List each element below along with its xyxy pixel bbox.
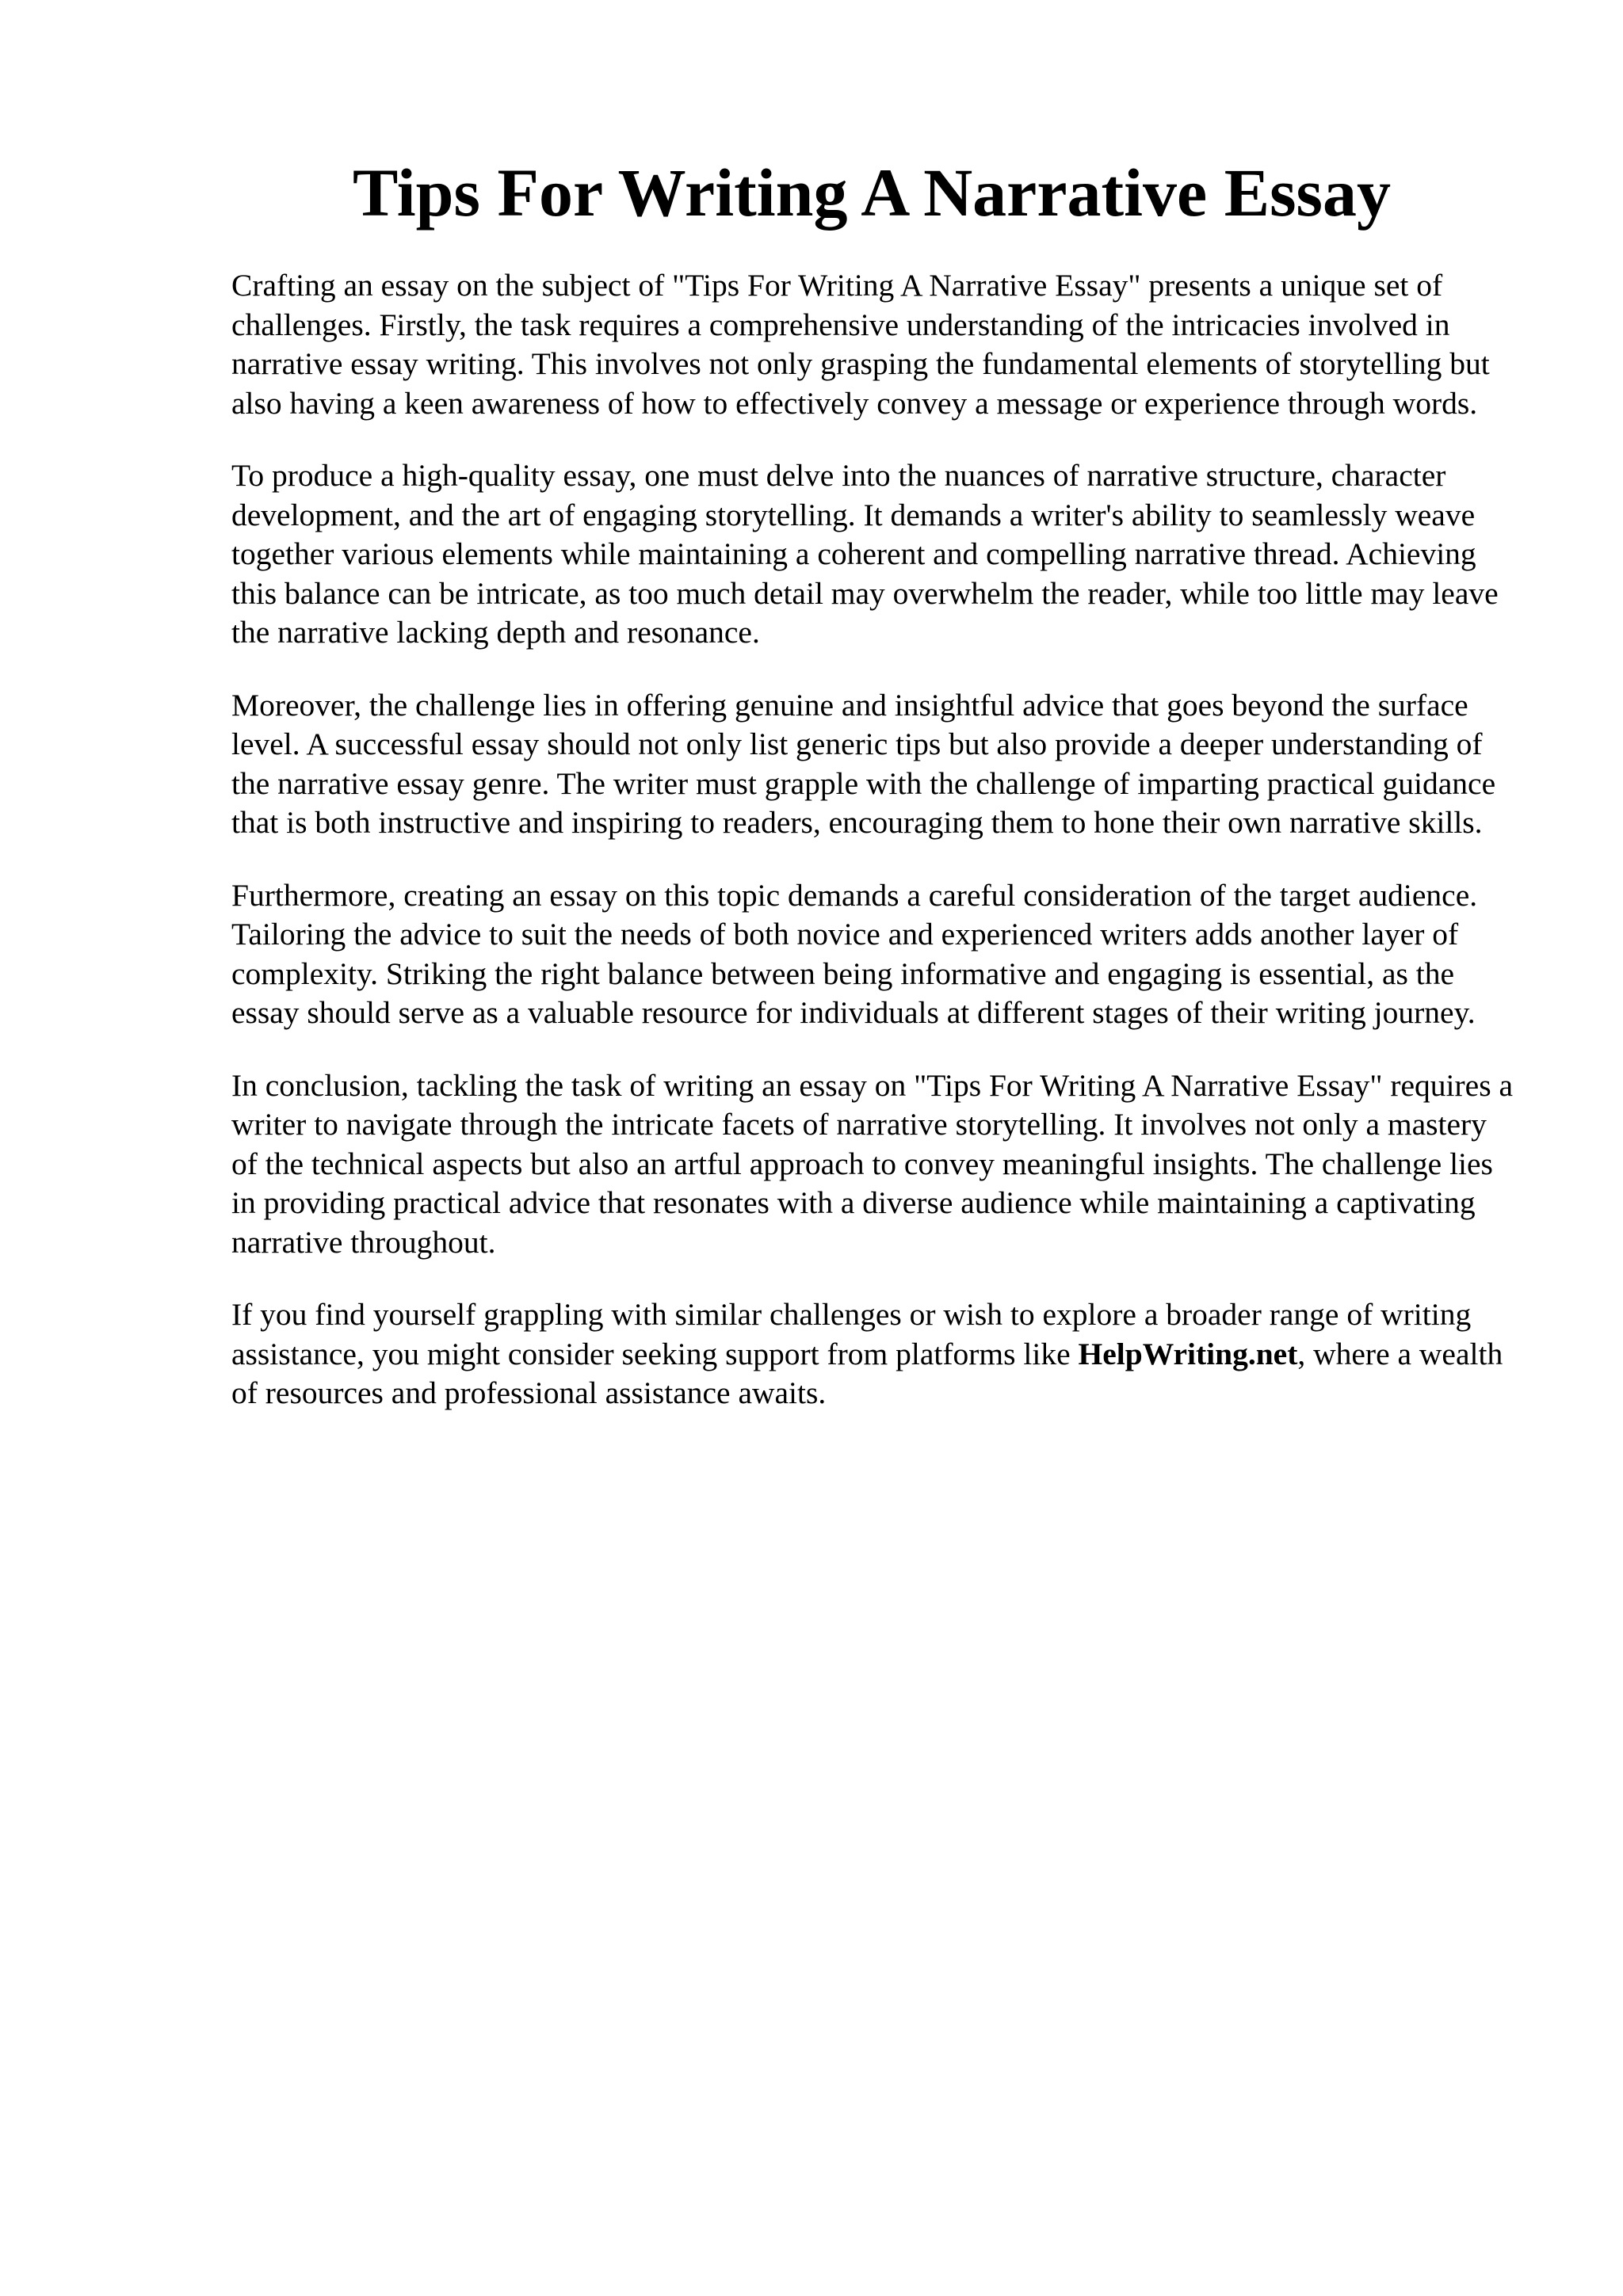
paragraph-2: To produce a high-quality essay, one must delve into the nuances of narrative structure, character development, and the art of engaging storytelling. It demands a writer's ability to seamlessly weave together various elements while maintaining a coherent and compelling narrative thread. Achieving this balance can be intricate, as too much detail may overwhelm the reader, while too little may leave the narrative lacking depth and resonance.: [231, 458, 1499, 650]
paragraph-5: In conclusion, tackling the task of writing an essay on "Tips For Writing A Narrative Essay" requires a writer to navigate through the intricate facets of narrative storytelling. It involves not only a mastery of the technical aspects but also an artful approach to convey meaningful insights. The challenge lies in providing practical advice that resonates with a diverse audience while maintaining a captivating narrative throughout.: [231, 1067, 1513, 1260]
paragraph-1: Crafting an essay on the subject of "Tips For Writing A Narrative Essay" presents a unique set of challenges. Firstly, the task requires a comprehensive understanding of the intricacies involved in narrative essay writing. This involves not only grasping the fundamental elements of storytelling but also having a keen awareness of how to effectively convey a message or experience through words.: [231, 268, 1490, 421]
paragraph-6: [231, 1295, 1515, 1413]
document-body: [231, 266, 1515, 1447]
paragraph-3: Moreover, the challenge lies in offering genuine and insightful advice that goes beyond the surface level. A successful essay should not only list generic tips but also provide a deeper understanding of the narrative essay genre. The writer must grapple with the challenge of imparting practical guidance that is both instructive and inspiring to readers, encouraging them to hone their own narrative skills.: [231, 687, 1496, 840]
brand-link-text: HelpWriting.net: [1078, 1336, 1298, 1371]
paragraph-6-text-after: , where a wealth of resources and professional assistance awaits.: [231, 1336, 1503, 1410]
paragraph-4: Furthermore, creating an essay on this topic demands a careful consideration of the target audience. Tailoring the advice to suit the needs of both novice and experienced writers adds another layer of complexity. Striking the right balance between being informative and engaging is essential, as the essay should serve as a valuable resource for individuals at different stages of their writing journey.: [231, 877, 1478, 1030]
paragraph-6-text-before: If you find yourself grappling with similar challenges or wish to explore a broader range of writing assistance, you might consider seeking support from platforms like: [231, 1297, 1472, 1371]
document-title: Tips For Writing A Narrative Essay: [352, 154, 1392, 231]
